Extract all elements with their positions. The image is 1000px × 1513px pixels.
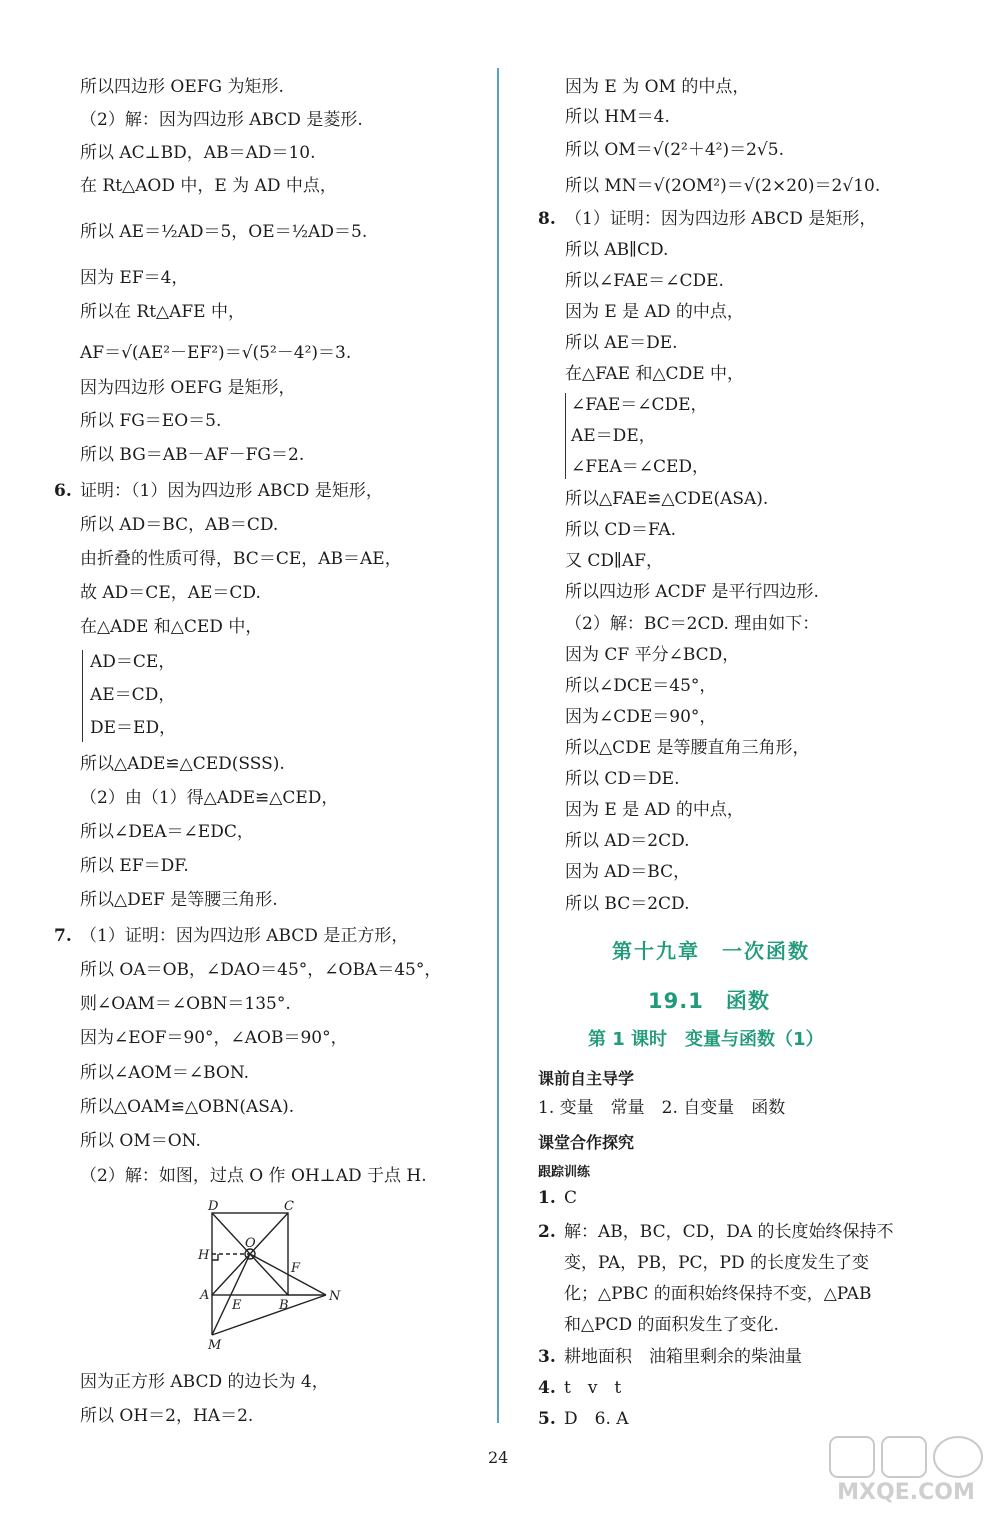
text-line: ∠FEA＝∠CED， (571, 457, 710, 477)
text-line: 故 AD＝CE，AE＝CD. (80, 583, 261, 603)
question-number: 7. (54, 926, 72, 946)
answer-line: 耕地面积 油箱里剩余的柴油量 (564, 1347, 802, 1367)
text-line: 因为 E 为 OM 的中点， (565, 77, 750, 97)
text-line: 所以△OAM≌△OBN(ASA). (80, 1097, 295, 1117)
text-line: 所以 OH＝2，HA＝2. (80, 1406, 254, 1426)
question-number: 6. (54, 481, 72, 501)
answer-line: C (564, 1188, 578, 1208)
text-line: AF＝√(AE²－EF²)＝√(5²－4²)＝3. (80, 343, 352, 363)
text-line: 因为 E 是 AD 的中点， (565, 800, 744, 820)
text-line: 所以∠FAE＝∠CDE. (565, 271, 724, 291)
label-m: M (208, 1338, 222, 1353)
text-line: 所以△CDE 是等腰直角三角形， (565, 738, 810, 758)
answer-line: t v t (564, 1378, 622, 1398)
text-line: 则∠OAM＝∠OBN＝135°. (80, 994, 291, 1014)
watermark-mark (882, 1437, 926, 1477)
question-number: 5. (538, 1409, 556, 1429)
text-line: 所以∠DEA＝∠EDC， (80, 822, 254, 842)
text-line: 所以在 Rt△AFE 中， (80, 302, 245, 322)
label-a: A (200, 1288, 210, 1303)
text-line: 所以∠AOM＝∠BON. (80, 1063, 250, 1083)
text-line: 所以 AC⊥BD，AB＝AD＝10. (80, 143, 316, 163)
text-line: 由折叠的性质可得，BC＝CE，AB＝AE， (80, 549, 402, 569)
label-h: H (198, 1248, 210, 1263)
text-line: AE＝DE， (571, 426, 656, 446)
watermark-mark (830, 1437, 874, 1477)
geometry-figure (190, 1197, 350, 1357)
text-line: DE＝ED， (90, 718, 177, 738)
text-line: （2）解：如图，过点 O 作 OH⊥AD 于点 H. (80, 1166, 427, 1186)
text-line: 在 Rt△AOD 中，E 为 AD 中点， (80, 176, 337, 196)
text-line: 所以 AE＝DE. (565, 333, 678, 353)
text-line: 因为 CF 平分∠BCD， (565, 645, 740, 665)
brace (82, 650, 83, 742)
text-line: （2）解：因为四边形 ABCD 是菱形. (80, 110, 363, 130)
text-line: 因为∠EOF＝90°，∠AOB＝90°， (80, 1028, 348, 1048)
text-line: 所以 CD＝FA. (565, 520, 677, 540)
pre-study-answers: 1. 变量 常量 2. 自变量 函数 (538, 1098, 786, 1118)
text-line: 所以 AE＝½AD＝5，OE＝½AD＝5. (80, 222, 368, 242)
text-line: 所以 EF＝DF. (80, 856, 189, 876)
answer-line: 化；△PBC 的面积始终保持不变，△PAB (564, 1284, 872, 1304)
text-line: 在△FAE 和△CDE 中， (565, 364, 745, 384)
text-line: 因为正方形 ABCD 的边长为 4， (80, 1372, 329, 1392)
text-line: 所以 CD＝DE. (565, 769, 680, 789)
question-number: 1. (538, 1188, 556, 1208)
right-angle-mark (212, 1254, 218, 1260)
answer-line: 解：AB，BC，CD，DA 的长度始终保持不 (564, 1222, 894, 1242)
text-line: 所以 AD＝2CD. (565, 831, 690, 851)
watermark-logo (822, 1435, 992, 1505)
section-heading: 19.1 函数 (648, 989, 770, 1013)
text-line: 所以 AB∥CD. (565, 240, 669, 260)
text-line: 所以 BC＝2CD. (565, 894, 690, 914)
question-number: 4. (538, 1378, 556, 1398)
text-line: 所以 OM＝√(2²＋4²)＝2√5. (565, 140, 784, 160)
page-number: 24 (488, 1448, 509, 1467)
lesson-heading: 第 1 课时 变量与函数（1） (588, 1029, 824, 1050)
answer-line: 和△PCD 的面积发生了变化. (564, 1315, 779, 1335)
text-line: 因为 E 是 AD 的中点， (565, 302, 744, 322)
pre-study-title: 课前自主导学 (538, 1069, 635, 1088)
watermark-mark (934, 1437, 982, 1477)
text-line: ∠FAE＝∠CDE， (571, 395, 708, 415)
text-line: （2）由（1）得△ADE≌△CED， (80, 788, 339, 808)
label-d: D (208, 1199, 219, 1214)
text-line: 所以 FG＝EO＝5. (80, 411, 222, 431)
watermark-text: MXQE.COM (837, 1480, 975, 1505)
text-line: 因为 AD＝BC， (565, 862, 691, 882)
label-b: B (279, 1298, 289, 1313)
answer-line: D 6. A (564, 1409, 629, 1429)
text-line: 所以△ADE≌△CED(SSS). (80, 754, 285, 774)
text-line: 所以△FAE≌△CDE(ASA). (565, 489, 769, 509)
chapter-heading: 第十九章 一次函数 (612, 939, 810, 963)
label-c: C (284, 1199, 294, 1214)
text-line: 所以 OA＝OB，∠DAO＝45°，∠OBA＝45°， (80, 960, 442, 980)
text-line: 因为∠CDE＝90°， (565, 707, 717, 727)
label-e: E (232, 1298, 242, 1313)
class-inquiry-title: 课堂合作探究 (538, 1133, 635, 1152)
text-line: 所以 MN＝√(2OM²)＝√(2×20)＝2√10. (565, 176, 881, 196)
text-line: AD＝CE， (90, 652, 176, 672)
tracking-practice-title: 跟踪训练 (538, 1165, 591, 1180)
text-line: 所以△DEF 是等腰三角形. (80, 890, 278, 910)
text-line: 所以 HM＝4. (565, 107, 670, 127)
label-f: F (291, 1261, 301, 1276)
text-line: 所以∠DCE＝45°， (565, 676, 717, 696)
question-number: 3. (538, 1347, 556, 1367)
text-line: AE＝CD， (90, 685, 176, 705)
text-line: 所以 OM＝ON. (80, 1131, 201, 1151)
text-line: 因为 EF＝4， (80, 268, 189, 288)
answer-line: 变，PA，PB，PC，PD 的长度发生了变 (564, 1253, 870, 1273)
text-line: 所以四边形 ACDF 是平行四边形. (565, 582, 819, 602)
text-line: 所以 BG＝AB－AF－FG＝2. (80, 445, 305, 465)
segment-mn (212, 1295, 326, 1335)
left-column (0, 0, 495, 1513)
label-n: N (329, 1289, 341, 1304)
text-line: （1）证明：因为四边形 ABCD 是矩形， (565, 209, 877, 229)
text-line: 在△ADE 和△CED 中， (80, 617, 263, 637)
text-line: （2）解：BC＝2CD. 理由如下： (565, 614, 820, 634)
brace (565, 393, 566, 479)
text-line: 所以 AD＝BC，AB＝CD. (80, 515, 279, 535)
text-line: （1）证明：因为四边形 ABCD 是正方形， (80, 926, 409, 946)
text-line: 因为四边形 OEFG 是矩形， (80, 378, 296, 398)
question-number: 2. (538, 1222, 556, 1242)
text-line: 又 CD∥AF， (565, 551, 663, 571)
label-o: O (245, 1236, 256, 1251)
question-number: 8. (538, 209, 556, 229)
text-line: 证明：（1）因为四边形 ABCD 是矩形， (80, 481, 383, 501)
column-divider (497, 68, 499, 1423)
text-line: 所以四边形 OEFG 为矩形. (80, 77, 284, 97)
